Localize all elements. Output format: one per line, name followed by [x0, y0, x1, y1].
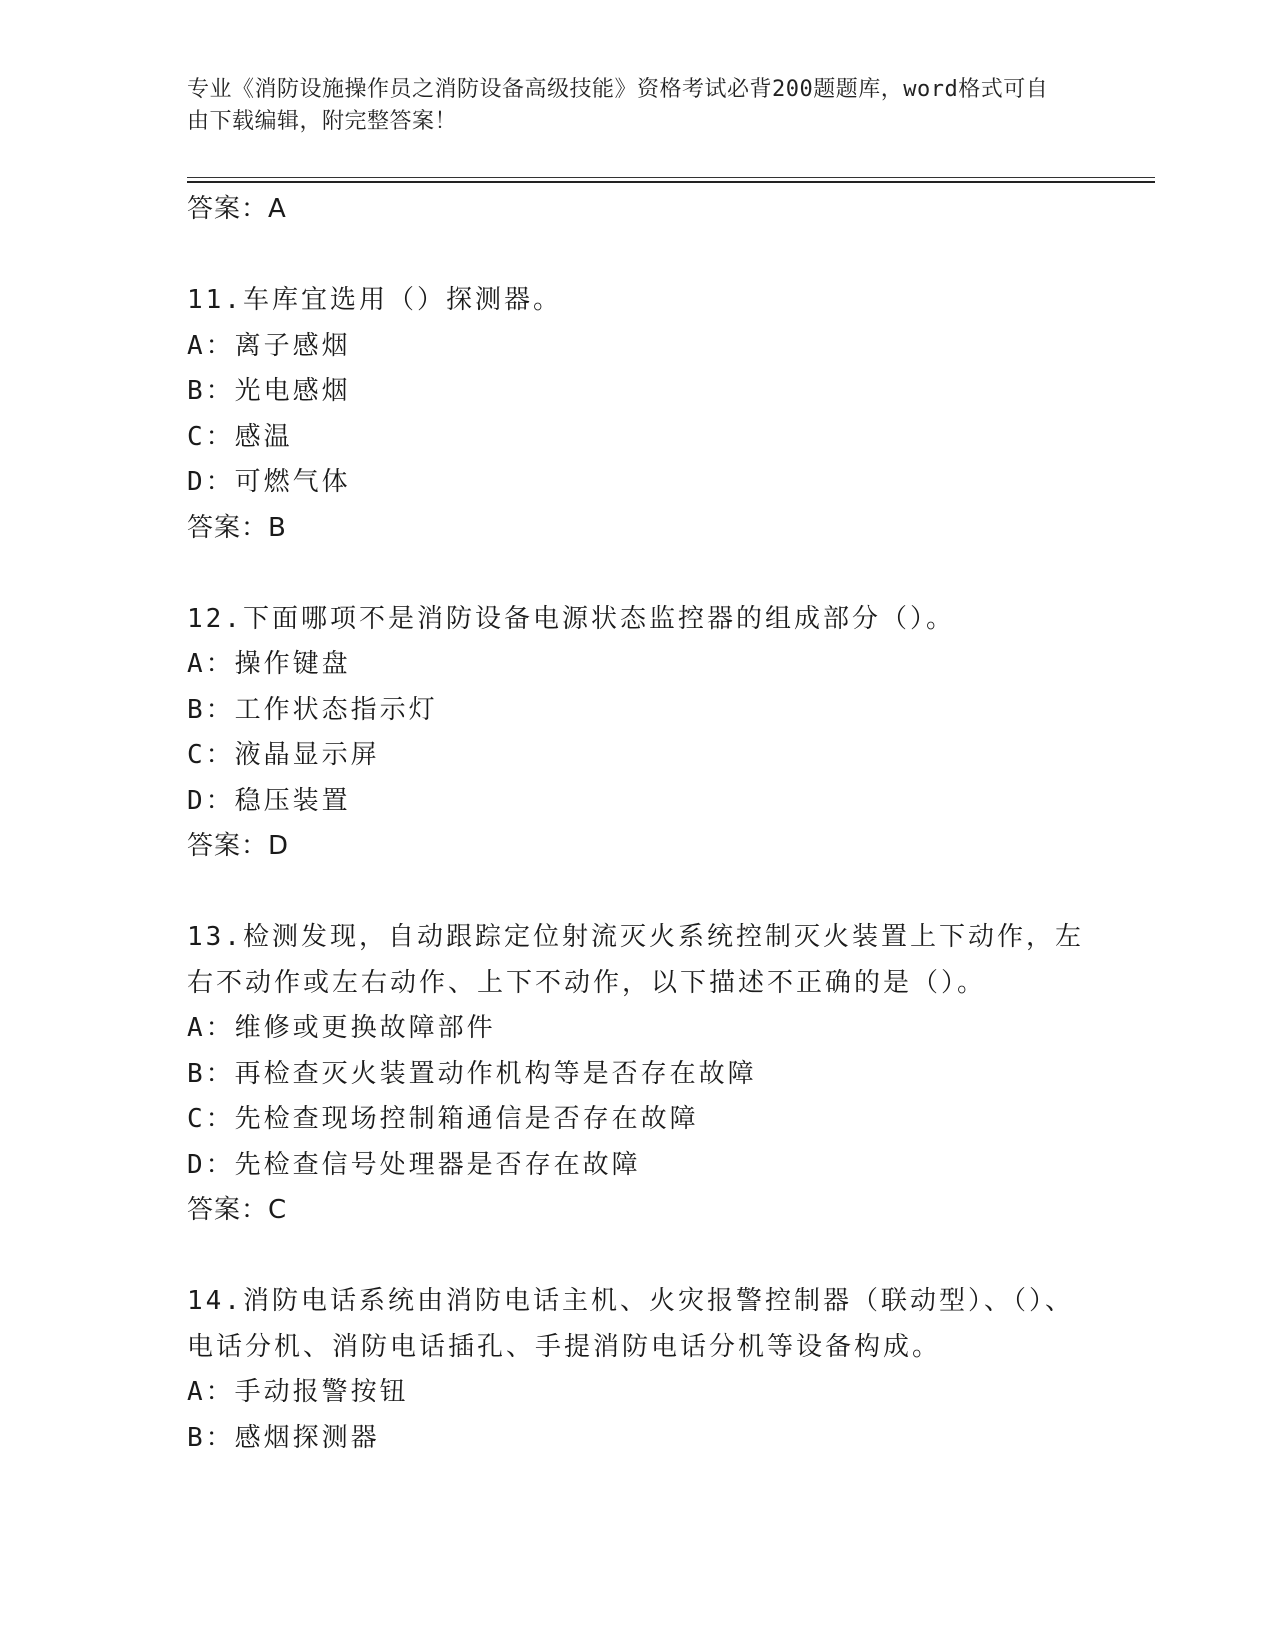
question-12: [187, 597, 1087, 870]
question-stem: 11.车库宜选用（）探测器。: [187, 285, 562, 315]
option-b: B：光电感烟: [187, 376, 351, 406]
option-d: D：可燃气体: [187, 467, 351, 497]
question-13: [187, 915, 1087, 1234]
answer-line: 答案：C: [187, 1195, 288, 1225]
option-b: B：感烟探测器: [187, 1422, 380, 1453]
answer-line: 答案：A: [187, 194, 287, 224]
question-list: [187, 187, 1087, 1461]
option-a: A：维修或更换故障部件: [187, 1013, 496, 1043]
option-c: C：液晶显示屏: [187, 740, 380, 770]
answer-line: 答案：B: [187, 512, 287, 543]
question-stem: 13.检测发现，自动跟踪定位射流灭火系统控制灭火装置上下动作，左右不动作或左右动作、上下不动作，以下描述不正确的是（）。: [187, 922, 1084, 998]
question-stem: 14.消防电话系统由消防电话主机、火灾报警控制器（联动型）、（）、电话分机、消防电话插孔、手提消防电话分机等设备构成。: [187, 1286, 1074, 1362]
question-stem: 12.下面哪项不是消防设备电源状态监控器的组成部分（）。: [187, 603, 955, 634]
header-rule-thin: [187, 177, 1155, 178]
option-a: A：操作键盘: [187, 649, 351, 679]
option-d: D：先检查信号处理器是否存在故障: [187, 1149, 641, 1180]
option-c: C：先检查现场控制箱通信是否存在故障: [187, 1104, 699, 1134]
header-rule-thick: [187, 181, 1155, 183]
option-a: A：离子感烟: [187, 330, 351, 361]
answer-line: 答案：D: [187, 831, 290, 861]
option-c: C：感温: [187, 421, 293, 452]
question-11: [187, 278, 1087, 551]
question-14: [187, 1279, 1087, 1461]
option-b: B：再检查灭火装置动作机构等是否存在故障: [187, 1058, 757, 1089]
option-a: A：手动报警按钮: [187, 1377, 409, 1407]
option-b: B：工作状态指示灯: [187, 694, 438, 725]
document-intro: 专业《消防设施操作员之消防设备高级技能》资格考试必背200题题库，word格式可自由下载编辑，附完整答案！: [187, 77, 1049, 134]
option-d: D：稳压装置: [187, 785, 351, 816]
